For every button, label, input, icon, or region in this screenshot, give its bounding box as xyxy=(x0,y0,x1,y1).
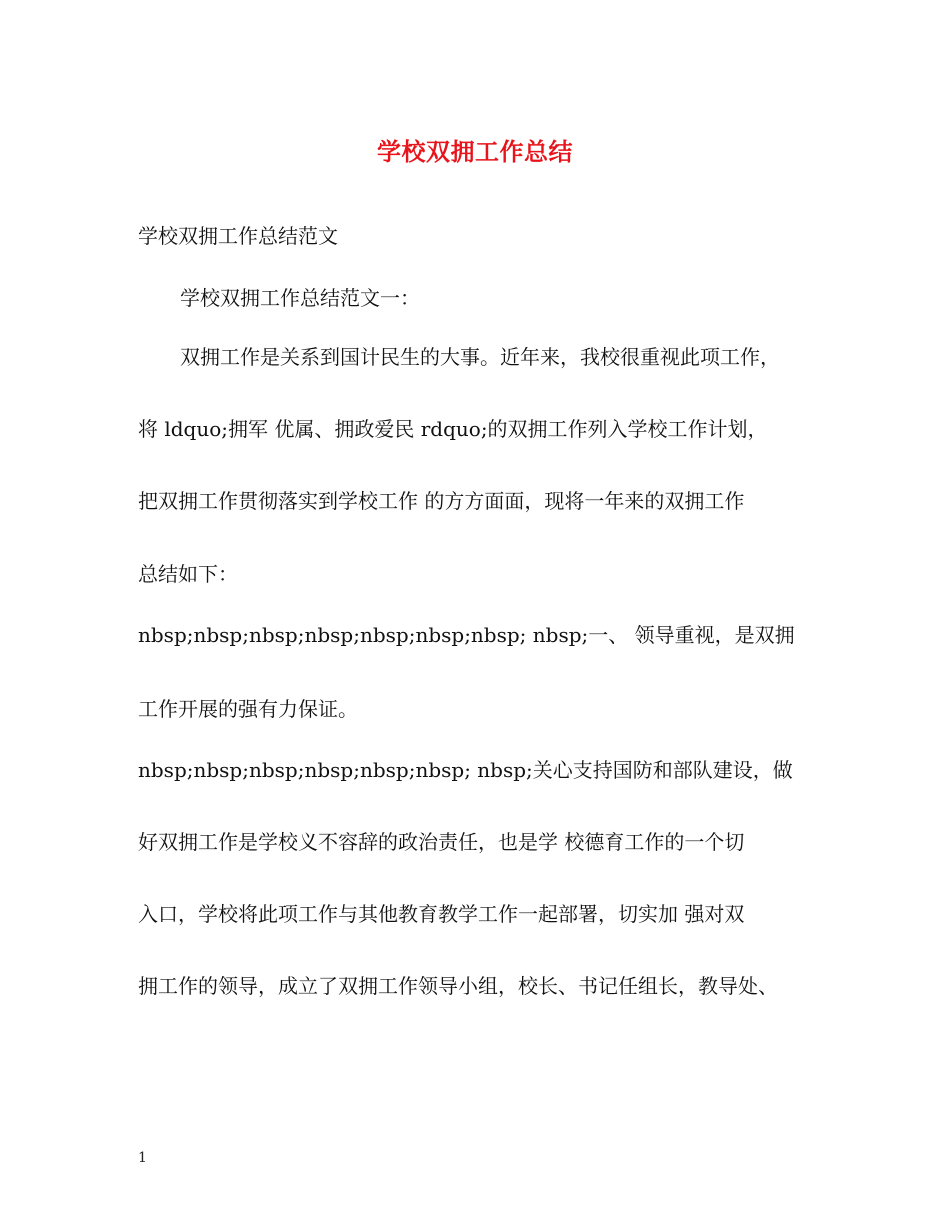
paragraph-line: 把双拥工作贯彻落实到学校工作 的方方面面，现将一年来的双拥工作 xyxy=(138,489,745,513)
paragraph-line: 入口，学校将此项工作与其他教育教学工作一起部署，切实加 强对双 xyxy=(138,902,745,926)
paragraph-line: 拥工作的领导，成立了双拥工作领导小组，校长、书记任组长，教导处、 xyxy=(138,974,778,998)
paragraph-line: 工作开展的强有力保证。 xyxy=(138,697,358,721)
paragraph-line: nbsp;nbsp;nbsp;nbsp;nbsp;nbsp; nbsp;关心支持国防和部队建设，做 xyxy=(138,758,793,782)
document-title: 学校双拥工作总结 xyxy=(377,137,573,166)
paragraph-line: 好双拥工作是学校义不容辞的政治责任，也是学 校德育工作的一个切 xyxy=(138,830,745,854)
paragraph-line: 双拥工作是关系到国计民生的大事。近年来，我校很重视此项工作， xyxy=(180,345,780,369)
paragraph-line: 将 ldquo;拥军 优属、拥政爱民 rdquo;的双拥工作列入学校工作计划， xyxy=(138,417,768,441)
paragraph-line: 总结如下： xyxy=(138,562,238,586)
page-number: 1 xyxy=(138,1150,147,1166)
section-heading-line: 学校双拥工作总结范文一： xyxy=(180,286,420,310)
subtitle-line: 学校双拥工作总结范文 xyxy=(138,224,338,248)
paragraph-line: nbsp;nbsp;nbsp;nbsp;nbsp;nbsp;nbsp; nbsp;一、 领导重视，是双拥 xyxy=(138,623,795,647)
